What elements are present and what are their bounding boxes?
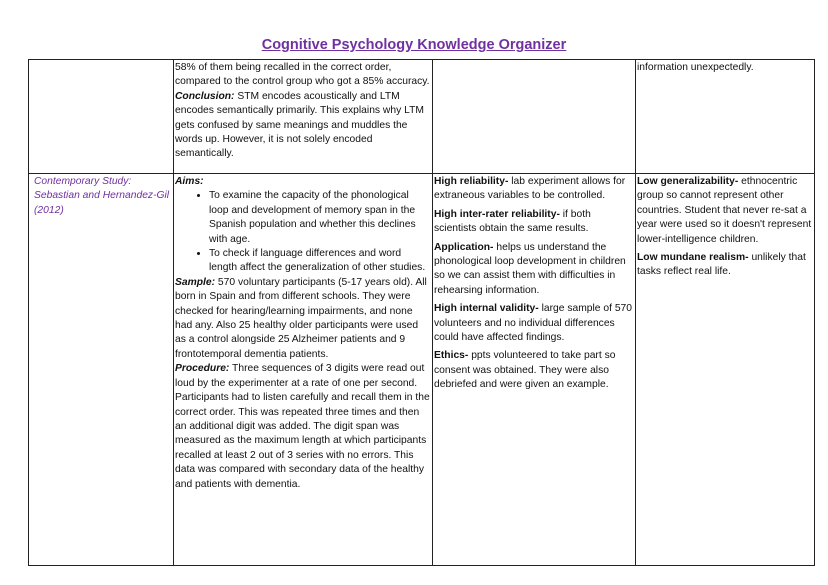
table-row [29,60,815,174]
strength-text: if both scientists obtain the same results. [434,208,591,235]
page-title: Cognitive Psychology Knowledge Organizer [261,37,567,53]
procedure-label: Procedure: [175,363,230,375]
aims-label: Aims: [175,176,204,187]
strength-label: High reliability- [434,176,509,187]
strength-item [434,175,633,204]
conclusion-label: Conclusion: [175,90,235,102]
sample-text: 570 voluntary participants (5-17 years old). All born in Spain and from different schools. They were checked for hearing/learning impairments, and none had any. Also 25 healthy older participants were used as a control alongside 25 Alzheimer patients and 9 frontotemporal dementia patients. [175,276,427,360]
weakness-label: Low generalizability- [637,176,739,187]
strength-label: Ethics- [434,350,469,362]
knowledge-organizer-table [28,59,815,566]
strength-text: helps us understand the phonological loop development in children so we can assist them with difficulties in rehearsing information. [434,241,626,296]
strengths-cell [433,60,636,174]
strength-item [434,241,633,299]
description-cell [174,174,433,566]
study-cell [29,60,174,174]
procedure-text: Three sequences of 3 digits were read out loud by the experimenter at a rate of one per second. Participants had to listen carefully and recall them in the correct order. This was repeated three times and then an additional digit was added. The digit span was measured as the maximum length at which participants recalled at least 2 out of 3 series with no errors. This data was compared with secondary data of the healthy and patients with dementia. [175,363,430,490]
strength-item [434,208,633,237]
strength-item [434,349,633,392]
weakness-text: ethnocentric group so cannot represent other countries. Student that never re-sat a year were used so it doesn't represent lower-intelligence children. [637,176,812,245]
strength-label: High inter-rater reliability- [434,208,560,220]
weakness-text: unlikely that tasks reflect real life. [637,252,806,278]
weaknesses-cell [636,174,815,566]
weakness-text: information unexpectedly. [637,62,754,73]
strength-label: High internal validity- [434,303,539,315]
weaknesses-cell [636,60,815,174]
weakness-item [637,175,812,247]
study-cell [29,174,174,566]
weakness-item [637,251,812,280]
conclusion-text: STM encodes acoustically and LTM encodes semantically primarily. This explains why LTM gets confused by same meanings and muddles the words up. However, it is not solely encoded semantically. [175,90,424,160]
strength-item [434,302,633,345]
sample-label: Sample: [175,276,216,288]
strength-text: lab experiment allows for extraneous variables to be controlled. [434,176,626,202]
description-cell [174,60,433,174]
table-row [29,174,815,566]
strength-text: large sample of 570 volunteers and no individual differences could have affected findings. [434,303,633,344]
aims-list [175,189,430,275]
strengths-cell [433,174,636,566]
list-item: • To check if language differences and word length affect the generalization of other studies. [209,247,430,276]
strength-label: Application- [434,241,494,253]
weakness-label: Low mundane realism- [637,252,749,264]
results-text: 58% of them being recalled in the correct order, compared to the control group who got a 85% accuracy. [175,62,430,88]
study-name: Contemporary Study: Sebastian and Hernandez-Gil (2012) [34,176,170,216]
list-item: • To examine the capacity of the phonological loop and development of memory span in the Spanish population and whether this declines with age. [209,189,430,247]
strength-text: ppts volunteered to take part so consent was obtained. They were also debriefed and were given an example. [434,350,616,391]
